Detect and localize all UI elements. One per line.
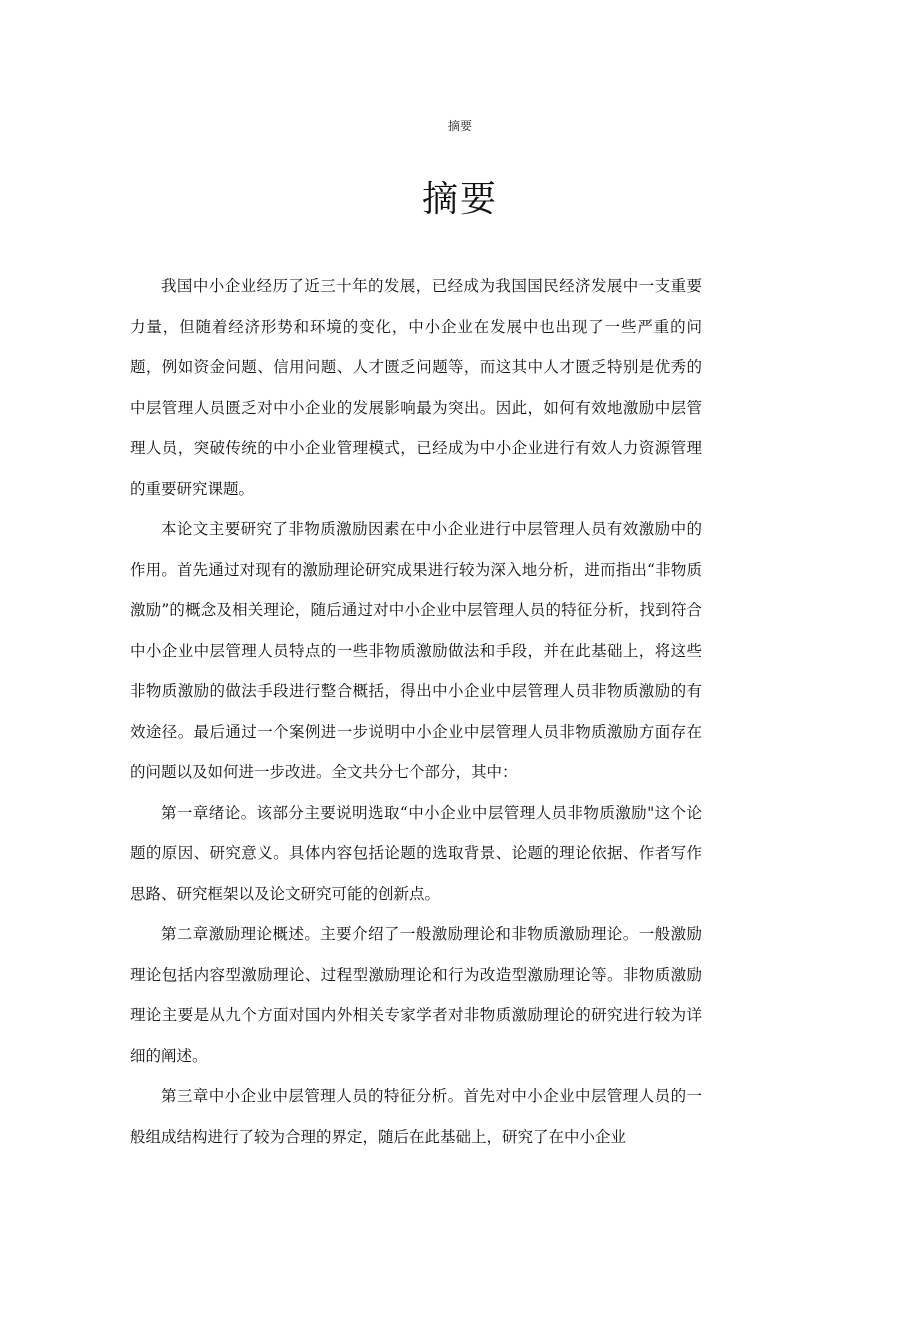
paragraph-1: 我国中小企业经历了近三十年的发展，已经成为我国国民经济发展中一支重要力量，但随着经济形势和环境的变化，中小企业在发展中也出现了一些严重的问题，例如资金问题、信用问题、人才匮乏问题等，而这其中人才匮乏特别是优秀的中层管理人员匮乏对中小企业的发展影响最为突出。因此，如何有效地激励中层管理人员，突破传统的中小企业管理模式，已经成为中小企业进行有效人力资源管理的重要研究课题。 [130, 277, 702, 498]
paragraph-3: 第一章绪论。该部分主要说明选取“中小企业中层管理人员非物质激励"这个论题的原因、研究意义。具体内容包括论题的选取背景、论题的理论依据、作者写作思路、研究框架以及论文研究可能的创新点。 [130, 803, 702, 903]
page-title: 摘要 [421, 179, 498, 220]
paragraph-2: 本论文主要研究了非物质激励因素在中小企业进行中层管理人员有效激励中的作用。首先通过对现有的激励理论研究成果进行较为深入地分析，进而指出“非物质激励”的概念及相关理论，随后通过对中小企业中层管理人员的特征分析，找到符合中小企业中层管理人员特点的一些非物质激励做法和手段，并在此基础上，将这些非物质激励的做法手段进行整合概括，得出中小企业中层管理人员非物质激励的有效途径。最后通过一个案例进一步说明中小企业中层管理人员非物质激励方面存在的问题以及如何进一步改进。全文共分七个部分，其中： [130, 520, 702, 781]
abstract-body [130, 266, 702, 1157]
paragraph-5: 第三章中小企业中层管理人员的特征分析。首先对中小企业中层管理人员的一般组成结构进行了较为合理的界定，随后在此基础上，研究了在中小企业 [130, 1087, 702, 1146]
paragraph-4: 第二章激励理论概述。主要介绍了一般激励理论和非物质激励理论。一般激励理论包括内容型激励理论、过程型激励理论和行为改造型激励理论等。非物质激励理论主要是从九个方面对国内外相关专家学者对非物质激励理论的研究进行较为详细的阐述。 [130, 925, 702, 1065]
running-header: 摘要 [447, 119, 472, 133]
